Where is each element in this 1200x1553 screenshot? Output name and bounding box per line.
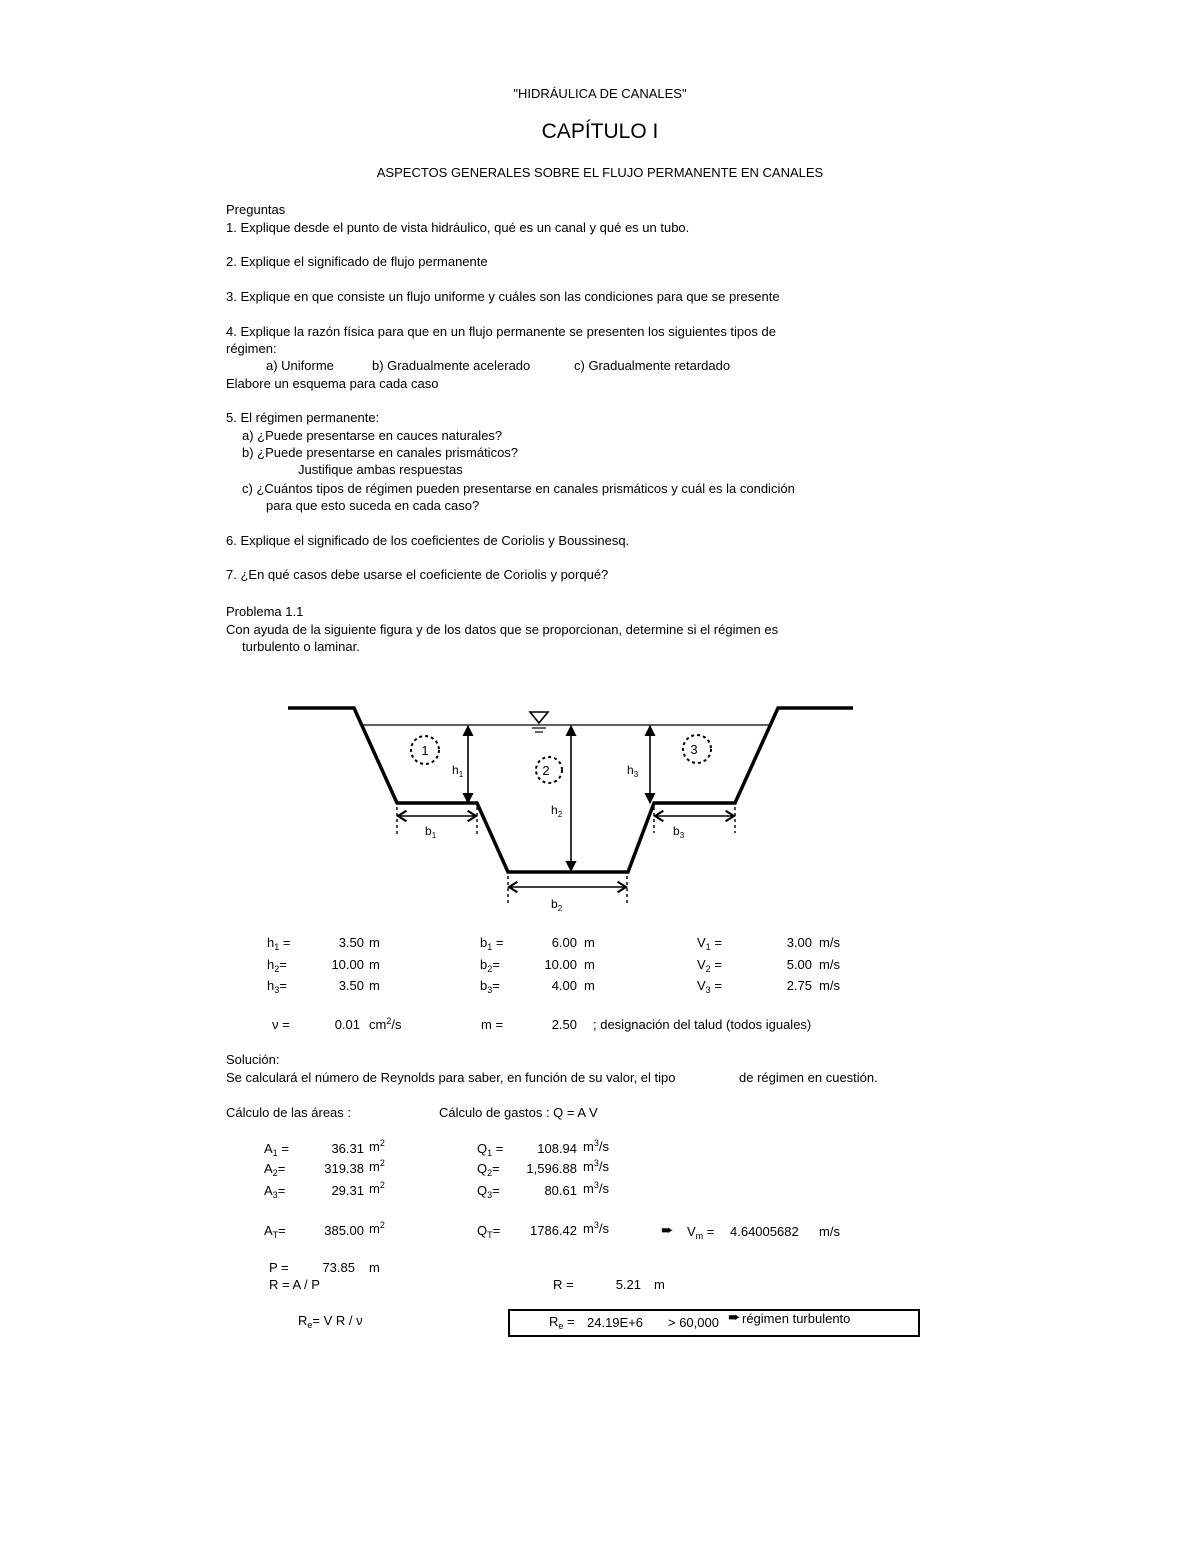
question-6: 6. Explique el significado de los coeficientes de Coriolis y Boussinesq. bbox=[226, 533, 630, 548]
chapter-subtitle: ASPECTOS GENERALES SOBRE EL FLUJO PERMANENTE EN CANALES bbox=[376, 165, 824, 180]
question-5-c-line2: para que esto suceda en cada caso? bbox=[266, 498, 480, 513]
a1-symbol: $A_1$ = bbox=[264, 1141, 289, 1158]
v2-symbol: $V_2$ = bbox=[697, 957, 722, 974]
reynolds-comparison: > 60,000 bbox=[668, 1315, 719, 1330]
q2-symbol: $Q_2=$ bbox=[477, 1161, 500, 1178]
reynolds-formula: $R_e= V$ R / ν bbox=[298, 1313, 363, 1330]
b2-label: $b_2$ bbox=[551, 897, 563, 913]
h2-value: 10.00 bbox=[331, 957, 364, 972]
hydraulic-radius-value: 5.21 bbox=[615, 1277, 641, 1292]
vm-value: 4.64005682 bbox=[730, 1224, 799, 1239]
problem-title: Problema 1.1 bbox=[226, 604, 304, 619]
b1-symbol: $b_1$ = bbox=[480, 935, 504, 952]
h2-symbol: $h_2=$ bbox=[267, 957, 287, 974]
qt-value: 1786.42 bbox=[530, 1223, 577, 1238]
h3-unit: m bbox=[369, 978, 380, 993]
a2-unit: $m^2$ bbox=[369, 1158, 385, 1174]
h1-symbol: $h_1$ = bbox=[267, 935, 291, 952]
perimeter-unit: m bbox=[369, 1260, 380, 1275]
question-5-a: a) ¿Puede presentarse en cauces naturales? bbox=[242, 428, 503, 443]
at-symbol: $A_T=$ bbox=[264, 1223, 286, 1240]
perimeter-value: 73.85 bbox=[322, 1260, 355, 1275]
a1-value: 36.31 bbox=[331, 1141, 364, 1156]
h1-value: 3.50 bbox=[338, 935, 364, 950]
q2-value: 1,596.88 bbox=[526, 1161, 577, 1176]
v3-symbol: $V_3$ = bbox=[697, 978, 722, 995]
q1-symbol: $Q_1$ = bbox=[477, 1141, 504, 1158]
v1-unit: m/s bbox=[819, 935, 840, 950]
h1-unit: m bbox=[369, 935, 380, 950]
problem-line2: turbulento o laminar. bbox=[242, 639, 360, 654]
at-unit: $m^2$ bbox=[369, 1220, 385, 1236]
reynolds-value: 24.19E+6 bbox=[587, 1315, 644, 1330]
v2-unit: m/s bbox=[819, 957, 840, 972]
h3-label: $h_3$ bbox=[627, 763, 639, 779]
arrow-right-icon: ➨ bbox=[661, 1222, 674, 1239]
questions-heading: Preguntas bbox=[226, 202, 286, 217]
water-level-icon bbox=[530, 712, 548, 732]
zone-1-label: 1 bbox=[421, 743, 429, 758]
solution-heading: Solución: bbox=[226, 1052, 280, 1067]
question-4-option-a: a) Uniforme bbox=[266, 358, 334, 373]
question-4-line4: Elabore un esquema para cada caso bbox=[226, 376, 439, 391]
viscosity-unit: $cm^2/s$ bbox=[369, 1016, 402, 1032]
q3-value: 80.61 bbox=[544, 1183, 577, 1198]
b3-unit: m bbox=[584, 978, 595, 993]
vm-unit: m/s bbox=[819, 1224, 840, 1239]
b1-unit: m bbox=[584, 935, 595, 950]
question-5-c-line1: c) ¿Cuántos tipos de régimen pueden presentarse en canales prismáticos y cuál es la condición bbox=[242, 481, 795, 496]
question-4-line2: régimen: bbox=[226, 341, 277, 356]
b3-symbol: $b_3=$ bbox=[480, 978, 500, 995]
zone-3-label: 3 bbox=[690, 742, 698, 757]
slope-value: 2.50 bbox=[551, 1017, 577, 1032]
v3-unit: m/s bbox=[819, 978, 840, 993]
question-4-option-b: b) Gradualmente acelerado bbox=[372, 358, 531, 373]
problem-line1: Con ayuda de la siguiente figura y de los datos que se proporcionan, determine si el régimen es bbox=[226, 622, 779, 637]
b1-label: $b_1$ bbox=[425, 824, 437, 840]
areas-heading: Cálculo de las áreas : bbox=[226, 1105, 352, 1120]
b2-value: 10.00 bbox=[544, 957, 577, 972]
h1-label: $h_1$ bbox=[452, 763, 464, 779]
question-5-line1: 5. El régimen permanente: bbox=[226, 410, 380, 425]
question-4-line1: 4. Explique la razón física para que en un flujo permanente se presenten los siguientes tipos de bbox=[226, 324, 776, 339]
a3-unit: $m^2$ bbox=[369, 1180, 385, 1196]
perimeter-label: P = bbox=[269, 1260, 289, 1275]
at-value: 385.00 bbox=[324, 1223, 364, 1238]
q1-value: 108.94 bbox=[537, 1141, 577, 1156]
question-2: 2. Explique el significado de flujo permanente bbox=[226, 254, 488, 269]
question-5-b: b) ¿Puede presentarse en canales prismáticos? bbox=[242, 445, 519, 460]
b1-value: 6.00 bbox=[551, 935, 577, 950]
b2-symbol: $b_2=$ bbox=[480, 957, 500, 974]
question-5-justify: Justifique ambas respuestas bbox=[298, 462, 463, 477]
arrow-right-icon: ➨ bbox=[728, 1309, 741, 1326]
channel-cross-section-figure bbox=[280, 690, 880, 920]
flows-heading: Cálculo de gastos : Q = A V bbox=[439, 1105, 598, 1120]
question-3: 3. Explique en que consiste un flujo uniforme y cuáles son las condiciones para que se presente bbox=[226, 289, 780, 304]
hydraulic-radius-unit: m bbox=[654, 1277, 665, 1292]
q3-unit: $m^3/s$ bbox=[583, 1180, 609, 1196]
chapter-title: CAPÍTULO I bbox=[541, 120, 659, 143]
v1-value: 3.00 bbox=[786, 935, 812, 950]
q2-unit: $m^3/s$ bbox=[583, 1158, 609, 1174]
h2-unit: m bbox=[369, 957, 380, 972]
zone-2-label: 2 bbox=[542, 763, 550, 778]
question-4-option-c: c) Gradualmente retardado bbox=[574, 358, 731, 373]
v1-symbol: $V_1$ = bbox=[697, 935, 722, 952]
solution-intro-b: de régimen en cuestión. bbox=[739, 1070, 878, 1085]
qt-unit: $m^3/s$ bbox=[583, 1220, 609, 1236]
a2-value: 319.38 bbox=[324, 1161, 364, 1176]
hydraulic-radius-formula: R = A / P bbox=[269, 1277, 320, 1292]
q1-unit: $m^3/s$ bbox=[583, 1138, 609, 1154]
slope-note: ; designación del talud (todos iguales) bbox=[593, 1017, 812, 1032]
q3-symbol: $Q_3=$ bbox=[477, 1183, 500, 1200]
question-1: 1. Explique desde el punto de vista hidráulico, qué es un canal y qué es un tubo. bbox=[226, 220, 690, 235]
reynolds-symbol: $R_e$ = bbox=[549, 1314, 575, 1331]
regime-result: régimen turbulento bbox=[742, 1311, 851, 1326]
v2-value: 5.00 bbox=[786, 957, 812, 972]
v3-value: 2.75 bbox=[786, 978, 812, 993]
h2-label: $h_2$ bbox=[551, 803, 563, 819]
course-title: "HIDRÁULICA DE CANALES" bbox=[513, 86, 687, 101]
a2-symbol: $A_2=$ bbox=[264, 1161, 286, 1178]
slope-label: m = bbox=[481, 1017, 504, 1032]
solution-intro-a: Se calculará el número de Reynolds para saber, en función de su valor, el tipo bbox=[226, 1070, 676, 1085]
b3-label: $b_3$ bbox=[673, 824, 685, 840]
b2-unit: m bbox=[584, 957, 595, 972]
a3-symbol: $A_3=$ bbox=[264, 1183, 286, 1200]
viscosity-value: 0.01 bbox=[334, 1017, 360, 1032]
qt-symbol: $Q_T=$ bbox=[477, 1223, 501, 1240]
a3-value: 29.31 bbox=[331, 1183, 364, 1198]
a1-unit: $m^2$ bbox=[369, 1138, 385, 1154]
h3-value: 3.50 bbox=[338, 978, 364, 993]
viscosity-label: ν = bbox=[272, 1017, 290, 1032]
b3-value: 4.00 bbox=[551, 978, 577, 993]
question-7: 7. ¿En qué casos debe usarse el coeficiente de Coriolis y porqué? bbox=[226, 567, 609, 582]
h3-symbol: $h_3=$ bbox=[267, 978, 287, 995]
vm-symbol: $V_m$ = bbox=[687, 1224, 715, 1241]
hydraulic-radius-label: R = bbox=[553, 1277, 574, 1292]
